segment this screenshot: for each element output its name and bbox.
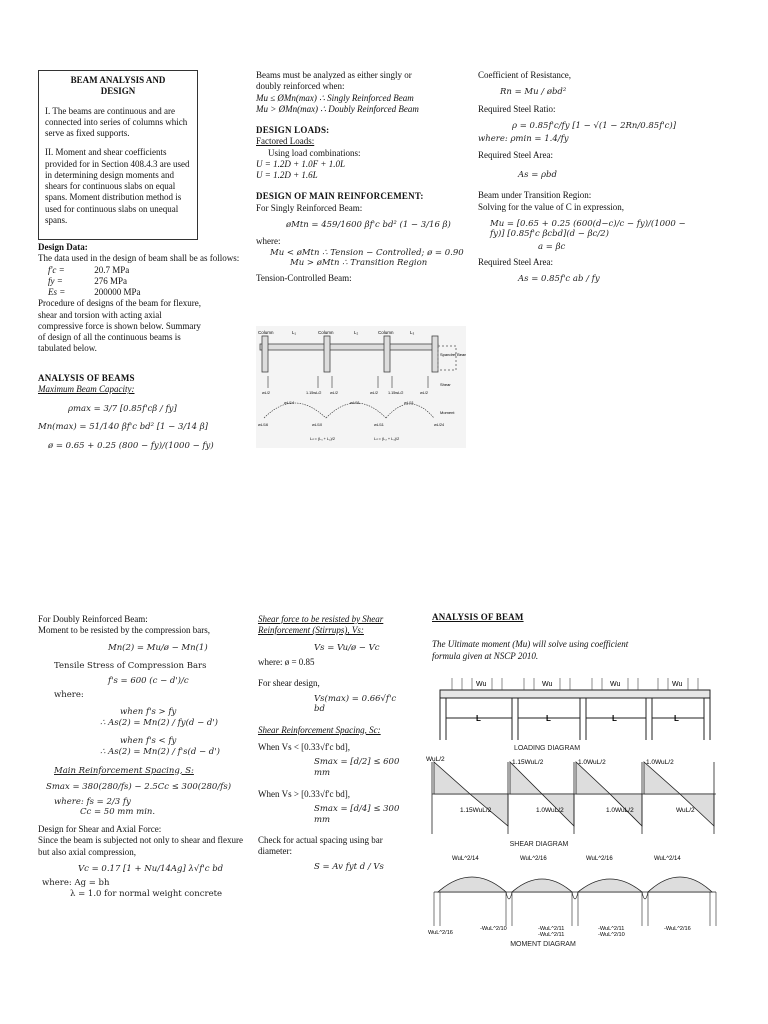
shear-design-label: For shear design, — [258, 678, 320, 689]
fs-where: where: fs = 2/3 fy — [54, 796, 131, 807]
design-loads-column — [256, 70, 466, 284]
moment-value: -WuL^2/11 — [538, 926, 565, 932]
transition-label-1: Beam under Transition Region: — [478, 190, 592, 201]
condition-singly: Mu ≤ ØMn(max) ∴ Singly Reinforced Beam — [256, 92, 414, 103]
when-2: When Vs > [0.33√f'c bd], — [258, 788, 350, 799]
loading-diagram — [432, 676, 722, 752]
load-combo-2: U = 1.2D + 1.6L — [256, 170, 318, 180]
equation-case-2: ∴ As(2) = Mn(2) / f's(d − d') — [100, 746, 220, 757]
load-combinations-label: Using load combinations: — [268, 147, 361, 158]
span-label: L — [476, 714, 481, 723]
steel-area-label-2: Required Steel Area: — [478, 256, 553, 267]
tensile-stress-label: Tensile Stress of Compression Bars — [54, 661, 207, 672]
equation-rho-max: ρmax = 3/7 [0.85f'cβ / fy] — [68, 403, 177, 414]
shear-value: 1.15WuL/2 — [460, 807, 492, 814]
load-label: Wu — [610, 681, 621, 688]
moment-value: -WuL^2/10 — [480, 926, 507, 932]
procedure-text: Procedure of designs of the beam for flexure, shear and torsion with acting axial compressive force is shown below. Summary of design of all the continuous beams is tabulated below. — [38, 298, 201, 354]
shear-svg — [424, 756, 724, 834]
equation-vsmax: Vs(max) = 0.66√f'c bd — [314, 693, 397, 715]
shear-diagram — [424, 756, 724, 849]
loading-caption: LOADING DIAGRAM — [513, 745, 581, 753]
condition-doubly: Mu > ØMn(max) ∴ Doubly Reinforced Beam — [256, 103, 419, 114]
equation-a: a = βc — [538, 242, 566, 252]
analysis-beams-heading: ANALYSIS OF BEAMS — [38, 373, 135, 383]
fig-shear-label: wL/2 — [420, 391, 429, 395]
fig-moment-label: wL/11 — [374, 423, 384, 427]
fig-moment-label: wL/14 — [284, 401, 295, 405]
equation-mu: Mu = [0.65 + 0.25 (600(d−c)/c − fy)/(1000 − fy)] [0.85f'c βcbd](d − βc/2) — [490, 218, 686, 240]
case-2: when f's < fy — [120, 736, 177, 747]
box-paragraph-1: I. The beams are continuous and are connected into series of columns which serve as fixed supports. — [45, 105, 188, 138]
fig-shear-label: wL/2 — [262, 391, 271, 395]
moment-value: -WuL^2/11 — [598, 926, 625, 932]
doubly-label: For Doubly Reinforced Beam: — [38, 614, 148, 624]
shear-value: 1.0WuL/2 — [646, 759, 674, 766]
loading-svg — [432, 676, 722, 742]
main-reinforcement-heading: DESIGN OF MAIN REINFORCEMENT: — [256, 191, 424, 202]
moment-value: -WuL^2/10 — [598, 932, 625, 936]
moment-value: WuL^2/16 — [428, 930, 453, 936]
moment-value: WuL^2/16 — [520, 856, 547, 862]
frame-svg — [256, 326, 466, 448]
equation-rho: ρ = 0.85f'c/fy [1 − √(1 − 2Rn/0.85f'c)] — [512, 121, 677, 132]
load-label: Wu — [672, 681, 683, 688]
fig-shear-label: 1.15wL/2 — [388, 391, 404, 395]
equation-phi-mtn: øMtn = 459/1600 βf'c bd² (1 − 3/16 β) — [286, 219, 451, 230]
check-spacing-label: Check for actual spacing using bar diameter: — [258, 835, 383, 857]
design-data-heading: Design Data: — [38, 242, 88, 252]
design-data-row — [38, 265, 248, 276]
span-label: L — [674, 714, 679, 723]
intro-box — [38, 70, 198, 240]
data-symbol: f'c = — [48, 264, 65, 275]
shear-value: 1.15WuL/2 — [512, 759, 544, 766]
span-label: L — [612, 714, 617, 723]
fig-moment-label: wL/11 — [404, 401, 414, 405]
fig-label: Column — [378, 330, 394, 335]
moment-caption: MOMENT DIAGRAM — [510, 941, 576, 949]
shear-value: WuL/2 — [676, 807, 695, 814]
equation-phi: ø = 0.65 + 0.25 (800 − fy)/(1000 − fy) — [48, 440, 214, 451]
analysis-of-beams-section — [38, 373, 238, 451]
moment-svg — [428, 852, 724, 936]
equation-as-2: As = 0.85f'c ab / fy — [518, 273, 600, 284]
cc-min: Cc = 50 mm min. — [80, 807, 156, 818]
analysis-intro: Beams must be analyzed as either singly or doubly reinforced when: — [256, 70, 412, 92]
load-label: Wu — [476, 681, 487, 688]
equation-rn: Rn = Mu / øbd² — [500, 87, 567, 98]
doubly-reinforced-column — [38, 614, 248, 900]
moment-value: WuL^2/14 — [654, 856, 681, 862]
equation-vc: Vc = 0.17 [1 + Nu/14Ag] λ√f'c bd — [78, 863, 224, 874]
fig-moment-label: wL/16 — [258, 423, 269, 427]
fig-label: L₂ — [354, 330, 359, 335]
fig-moment-label: wL/11 — [350, 401, 360, 405]
fig-label: Column — [318, 330, 334, 335]
shear-caption: SHEAR DIAGRAM — [509, 841, 569, 849]
fig-moment-label: wL/24 — [434, 423, 445, 427]
shear-reinforcement-column — [258, 614, 408, 872]
case-1: when f's > fy — [120, 707, 177, 717]
spacing-heading-2: Shear Reinforcement Spacing, Sc: — [258, 724, 381, 735]
shear-value: 1.0WuL/2 — [606, 807, 634, 814]
fig-span-label: Lₙ = (L₁ + L₂)/2 — [310, 437, 335, 441]
continuous-frame-figure — [256, 326, 466, 448]
fig-moment-label: wL/10 — [312, 423, 323, 427]
analysis-beam-heading: ANALYSIS OF BEAM — [432, 612, 524, 622]
design-loads-heading: DESIGN LOADS: — [256, 125, 330, 135]
fig-shear-label: wL/2 — [330, 391, 339, 395]
moment-compression-label: Moment to be resisted by the compression bars, — [38, 625, 210, 636]
fig-span-label: Lₙ = (L₂ + L₃)/2 — [374, 437, 400, 441]
data-symbol: fy = — [48, 275, 63, 286]
moment-value: WuL^2/16 — [586, 856, 613, 862]
moment-value: -WuL^2/16 — [664, 926, 691, 932]
rho-min: where: ρmin = 1.4/fy — [478, 133, 569, 144]
data-value: 20.7 MPa — [94, 264, 130, 275]
moment-value: WuL^2/14 — [452, 856, 479, 862]
singly-label: For Singly Reinforced Beam: — [256, 202, 363, 213]
analysis-of-beam-column — [432, 612, 732, 662]
box-paragraph-2: II. Moment and shear coefficients provided for in Section 408.4.3 are used in determining design moments and shears for continuous slabs on equal spans. Moment distribution method is used for continuous slabs on unequal spans. — [45, 147, 190, 225]
equation-s1: Smax = [d/2] ≤ 600 mm — [314, 757, 400, 778]
shear-axial-text: Since the beam is subjected not only to shear and flexure but also axial compression, — [38, 835, 243, 857]
fig-shear-label: 1.15wL/2 — [306, 391, 322, 395]
equation-fs: f's = 600 (c − d')/c — [108, 675, 189, 686]
spacing-heading: Main Reinforcement Spacing, S: — [54, 765, 194, 776]
equation-case-1: ∴ As(2) = Mn(2) / fy(d − d') — [100, 717, 218, 728]
design-data-row — [38, 287, 248, 298]
fig-label: Column — [258, 330, 274, 335]
tension-controlled-label: Tension-Controlled Beam: — [256, 272, 352, 283]
moment-value: -WuL^2/11 — [538, 932, 565, 936]
analysis-beam-text: The Ultimate moment (Mu) will solve using coefficient formula given at NSCP 2010. — [432, 639, 629, 661]
design-data-intro: The data used in the design of beam shall be as follows: — [38, 253, 240, 264]
load-combo-1: U = 1.2D + 1.0F + 1.0L — [256, 158, 345, 169]
steel-area-column — [478, 70, 748, 285]
equation-smax: Smax = 380(280/fs) − 2.5Cc ≤ 300(280/fs) — [46, 782, 232, 793]
design-data-row — [38, 276, 248, 287]
coef-resistance-label: Coefficient of Resistance, — [478, 70, 572, 80]
equation-vs: Vs = Vu/ø − Vc — [314, 642, 380, 653]
shear-value: WuL/2 — [426, 756, 445, 763]
fig-label: L₁ — [292, 330, 297, 335]
factored-loads-label: Factored Loads: — [256, 136, 315, 147]
equation-s2: Smax = [d/4] ≤ 300 mm — [314, 803, 400, 825]
shear-value: 1.0WuL/2 — [536, 807, 564, 814]
design-data-section — [38, 242, 248, 355]
where-label-2: where: — [54, 690, 84, 701]
equation-mn-max: Mn(max) = 51/140 βf'c bd² [1 − 3/14 β] — [38, 422, 208, 433]
box-title: BEAM ANALYSIS AND DESIGN — [70, 75, 166, 97]
fig-label: Spandrel Beam — [440, 352, 466, 357]
equation-s: S = Av fyt d / Vs — [314, 861, 384, 872]
data-symbol: Es = — [48, 287, 66, 297]
data-value: 276 MPa — [94, 275, 128, 286]
when-1: When Vs < [0.33√f'c bd], — [258, 742, 350, 753]
steel-ratio-label: Required Steel Ratio: — [478, 103, 556, 114]
data-value: 200000 MPa — [94, 287, 141, 297]
span-label: L — [546, 714, 551, 723]
equation-mn2: Mn(2) = Mu/ø − Mn(1) — [108, 642, 208, 653]
shear-value: 1.0WuL/2 — [578, 759, 606, 766]
ag-where: where: Ag = bh — [42, 878, 110, 889]
moment-diagram — [428, 852, 724, 948]
transition-label-2: Solving for the value of C in expression, — [478, 201, 624, 212]
where-condition-2: Mu > øMtn ∴ Transition Region — [290, 258, 428, 269]
where-label: where: — [256, 236, 281, 247]
where-condition-1: Mu < øMtn ∴ Tension − Controlled; ø = 0.90 — [270, 247, 464, 258]
shear-force-heading: Shear force to be resisted by Shear Reinforcement (Stirrups), Vs: — [258, 614, 384, 636]
fig-label: Shear — [440, 382, 451, 387]
phi-where: where: ø = 0.85 — [258, 657, 315, 668]
equation-as: As = ρbd — [518, 169, 557, 180]
fig-label: Moment — [440, 410, 455, 415]
fig-label: L₃ — [410, 330, 415, 335]
lambda-note: λ = 1.0 for normal weight concrete — [70, 889, 223, 899]
steel-area-label: Required Steel Area: — [478, 150, 553, 161]
fig-shear-label: wL/2 — [370, 391, 379, 395]
max-capacity-subheading: Maximum Beam Capacity: — [38, 384, 135, 395]
load-label: Wu — [542, 681, 553, 688]
shear-axial-heading: Design for Shear and Axial Force: — [38, 824, 162, 834]
